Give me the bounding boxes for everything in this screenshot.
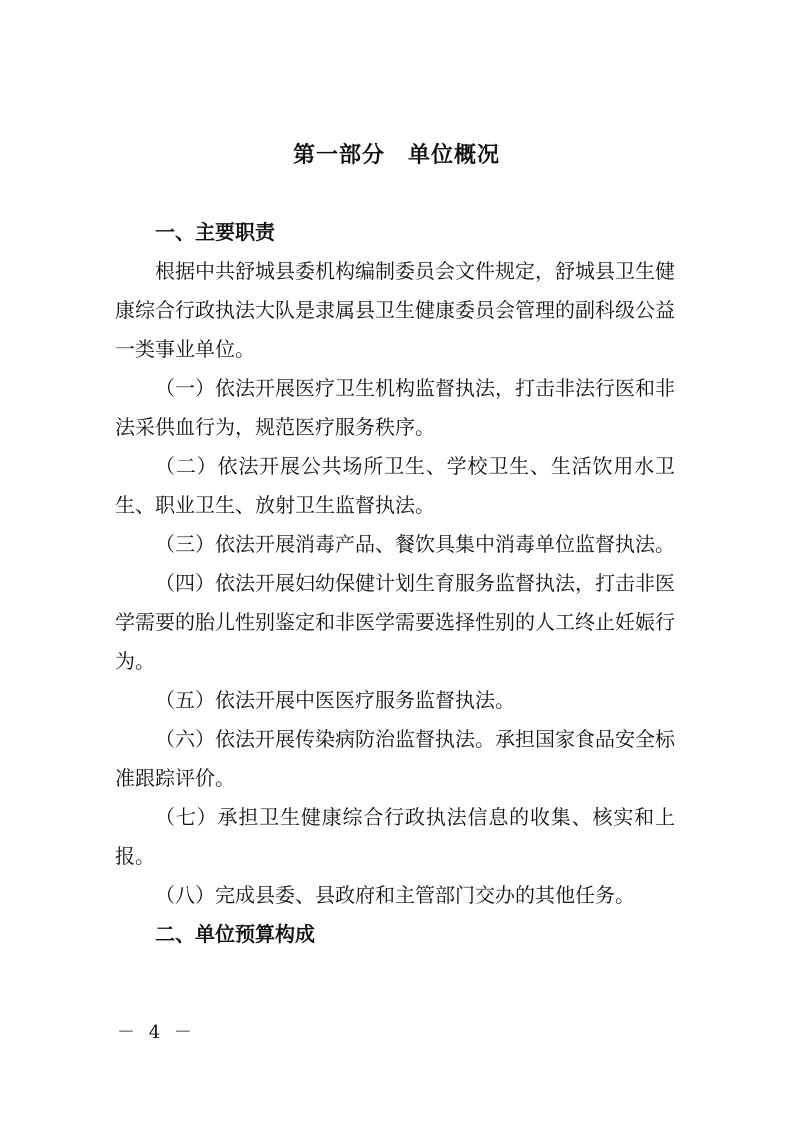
section-heading-budget-composition: 二、单位预算构成 <box>155 922 315 946</box>
duty-item: （二）依法开展公共场所卫生、学校卫生、生活饮用水卫生、职业卫生、放射卫生监督执法。 <box>115 454 675 517</box>
duty-item: （五）依法开展中医医疗服务监督执法。 <box>155 688 515 712</box>
duty-item: （八）完成县委、县政府和主管部门交办的其他任务。 <box>155 883 635 907</box>
page-title: 第一部分 单位概况 <box>292 143 500 168</box>
duty-item: （七）承担卫生健康综合行政执法信息的收集、核实和上报。 <box>115 805 675 868</box>
document-body <box>115 213 675 954</box>
duty-item: （四）依法开展妇幼保健计划生育服务监督执法，打击非医学需要的胎儿性别鉴定和非医学需要选择性别的人工终止妊娠行为。 <box>115 571 675 673</box>
duty-item: （六）依法开展传染病防治监督执法。承担国家食品安全标准跟踪评价。 <box>115 727 675 790</box>
page-number: － 4 － <box>117 1022 196 1043</box>
intro-paragraph: 根据中共舒城县委机构编制委员会文件规定，舒城县卫生健康综合行政执法大队是隶属县卫生健康委员会管理的副科级公益一类事业单位。 <box>115 259 675 361</box>
duty-item: （三）依法开展消毒产品、餐饮具集中消毒单位监督执法。 <box>155 532 675 556</box>
section-heading-main-duties: 一、主要职责 <box>155 220 275 244</box>
duty-item: （一）依法开展医疗卫生机构监督执法，打击非法行医和非法采供血行为，规范医疗服务秩序。 <box>115 376 675 439</box>
